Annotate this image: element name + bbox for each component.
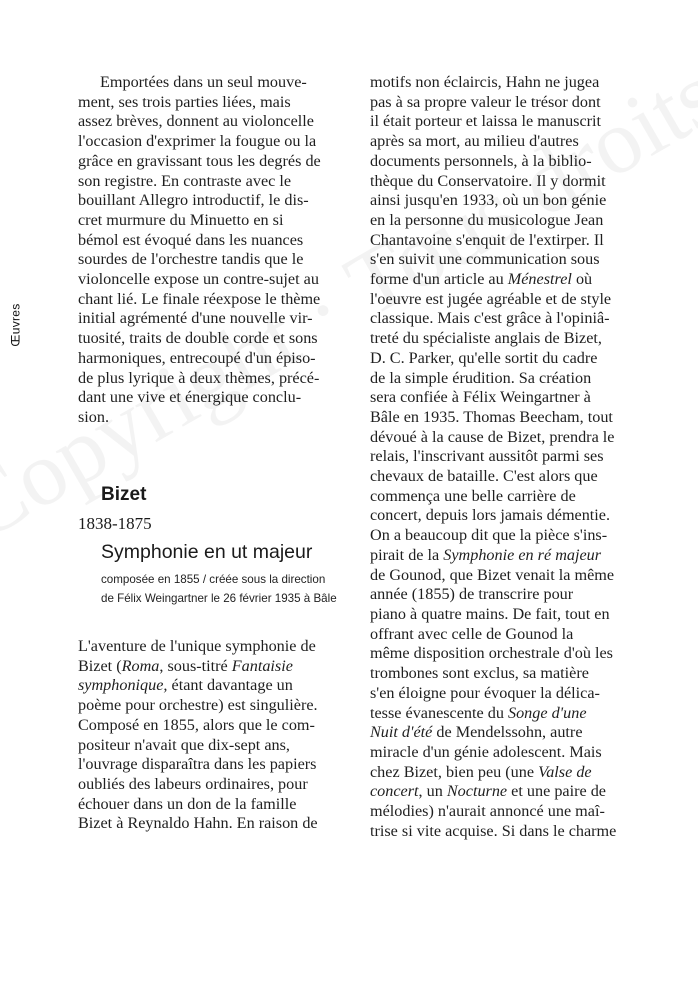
text-span: , sous-titré: [159, 656, 232, 675]
text-line: ainsi jusqu'en 1933, où un bon génie: [370, 191, 607, 210]
text-line: Bizet à Reynaldo Hahn. En raison de: [78, 814, 318, 833]
text-line: classique. Mais c'est grâce à l'opiniâ-: [370, 309, 610, 328]
text-line: [370, 723, 673, 743]
text-line: motifs non éclaircis, Hahn ne jugea: [370, 73, 600, 91]
text-span: pirait de la: [370, 545, 444, 564]
symphony-paragraph: [78, 637, 360, 834]
text-line: [370, 782, 673, 802]
text-line: trise si vite acquise. Si dans le charme: [370, 821, 617, 840]
text-line: sera confiée à Félix Weingartner à: [370, 388, 591, 407]
text-span: chez Bizet, bien peu (une: [370, 762, 539, 781]
right-column: [370, 73, 673, 841]
work-subtitle-line: de Félix Weingartner le 26 février 1935 à Bâle: [101, 591, 337, 605]
text-line: assez brèves, donnent au violoncelle: [78, 112, 314, 131]
text-line: pas à sa propre valeur le trésor dont: [370, 92, 601, 111]
text-line: bouillant Allegro introductif, le dis-: [78, 191, 309, 210]
text-line: [370, 270, 673, 290]
text-line: bémol est évoqué dans les nuances: [78, 230, 304, 249]
text-line: miracle d'un génie adolescent. Mais: [370, 742, 602, 761]
text-line: initial agrémenté d'une nouvelle vir-: [78, 309, 313, 328]
text-line: l'ouvrage disparaîtra dans les papiers: [78, 755, 317, 774]
text-line: même disposition orchestrale d'où les: [370, 644, 613, 663]
text-line: Emportées dans un seul mouve-: [100, 73, 307, 91]
text-line: ment, ses trois parties liées, mais: [78, 92, 291, 111]
text-line: [78, 676, 360, 696]
composer-dates: 1838-1875: [78, 514, 152, 533]
text-line: thèque du Conservatoire. Il y dormit: [370, 171, 606, 190]
text-line: [78, 657, 360, 677]
text-line: poème pour orchestre) est singulière.: [78, 696, 318, 715]
text-line: trombones sont exclus, sa matière: [370, 664, 589, 683]
text-span: Bizet (: [78, 656, 122, 675]
text-line: On a beaucoup dit que la pièce s'ins-: [370, 526, 608, 545]
italic-title: Fantaisie: [231, 656, 293, 675]
text-span: , un: [418, 782, 447, 801]
italic-title: Symphonie en ré majeur: [443, 545, 602, 564]
text-line: [370, 704, 673, 724]
text-line: Composé en 1855, alors que le com-: [78, 715, 315, 734]
text-line: documents personnels, à la biblio-: [370, 151, 592, 170]
italic-title: Roma: [121, 656, 160, 675]
italic-title: symphonique,: [78, 676, 168, 695]
italic-title: Valse de: [538, 762, 592, 781]
text-line: concert, depuis lors jamais démentie.: [370, 506, 611, 525]
text-line: son registre. En contraste avec le: [78, 171, 292, 190]
section-tab-oeuvres: Œuvres: [8, 303, 23, 347]
text-line: [370, 546, 673, 566]
text-line: L'aventure de l'unique symphonie de: [78, 637, 316, 655]
text-line: s'en suivit une communication sous: [370, 250, 600, 269]
text-span: et une paire de: [507, 782, 606, 801]
text-line: violoncelle expose un contre-sujet au: [78, 270, 319, 289]
work-subtitle: [101, 571, 337, 608]
work-title: Symphonie en ut majeur: [101, 541, 313, 563]
text-line: année (1855) de transcrire pour: [370, 585, 574, 604]
text-line: il était porteur et laissa le manuscrit: [370, 112, 602, 131]
work-subtitle-line: composée en 1855 / créée sous la direction: [101, 573, 326, 586]
text-line: tuosité, traits de double corde et sons: [78, 329, 318, 348]
text-line: de Gounod, que Bizet venait la même: [370, 565, 615, 584]
text-line: oubliés des labeurs ordinaires, pour: [78, 774, 308, 793]
text-line: commença une belle carrière de: [370, 486, 576, 505]
text-line: positeur n'avait que dix-sept ans,: [78, 735, 290, 754]
text-line: D. C. Parker, qu'elle sortit du cadre: [370, 348, 598, 367]
italic-title: Songe d'une: [507, 703, 587, 722]
text-line: [370, 763, 673, 783]
text-line: sion.: [78, 407, 110, 426]
text-line: dévoué à la cause de Bizet, prendra le: [370, 427, 615, 446]
text-span: étant davantage un: [167, 676, 293, 695]
italic-title: Ménestrel: [507, 270, 572, 289]
text-line: l'occasion d'exprimer la fougue ou la: [78, 132, 317, 151]
text-line: piano à quatre mains. De fait, tout en: [370, 604, 610, 623]
text-line: offrant avec celle de Gounod la: [370, 624, 574, 643]
text-line: de la simple érudition. Sa création: [370, 368, 592, 387]
text-line: harmoniques, entrecoupé d'un épiso-: [78, 348, 316, 367]
text-span: tesse évanescente du: [370, 703, 508, 722]
text-line: de plus lyrique à deux thèmes, précé-: [78, 368, 320, 387]
text-span: forme d'un article au: [370, 270, 508, 289]
text-span: où: [571, 270, 593, 289]
text-line: l'oeuvre est jugée agréable et de style: [370, 289, 612, 308]
text-line: après sa mort, au milieu d'autres: [370, 132, 579, 151]
text-line: sourdes de l'orchestre tandis que le: [78, 250, 304, 269]
composer-name: Bizet: [101, 484, 147, 505]
text-line: grâce en gravissant tous les degrés de: [78, 151, 321, 170]
text-line: cret murmure du Minuetto en si: [78, 210, 284, 229]
text-line: chevaux de bataille. C'est alors que: [370, 467, 598, 486]
italic-title: concert: [370, 782, 419, 801]
intro-paragraph: [78, 73, 360, 428]
text-line: relais, l'inscrivant aussitôt parmi ses: [370, 447, 604, 466]
text-line: treté du spécialiste anglais de Bizet,: [370, 329, 602, 348]
text-line: dant une vive et énergique conclu-: [78, 388, 302, 407]
text-span: de Mendelssohn, autre: [432, 723, 583, 742]
text-line: Bâle en 1935. Thomas Beecham, tout: [370, 407, 613, 426]
text-line: Chantavoine s'enquit de l'extirper. Il: [370, 230, 604, 249]
text-line: s'en éloigne pour évoquer la délica-: [370, 683, 600, 702]
text-line: chant lié. Le finale réexpose le thème: [78, 289, 321, 308]
text-line: mélodies) n'aurait annoncé une maî-: [370, 802, 605, 821]
text-line: en la personne du musicologue Jean: [370, 210, 604, 229]
italic-title: Nocturne: [446, 782, 508, 801]
text-line: échouer dans un don de la famille: [78, 794, 297, 813]
italic-title: Nuit d'été: [370, 723, 433, 742]
